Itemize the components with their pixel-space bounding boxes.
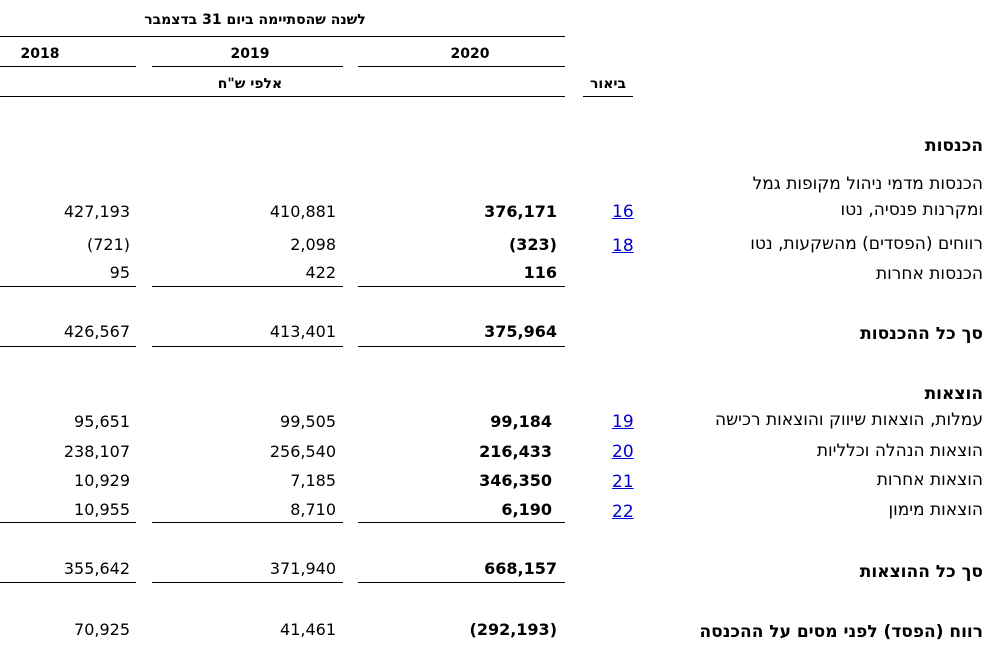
units-label: אלפי ש"ח xyxy=(217,76,283,92)
expenses-total-line-2020 xyxy=(358,582,565,583)
expense-row-4-label: הוצאות מימון xyxy=(888,500,983,520)
expense-row-3-label: הוצאות אחרות xyxy=(876,470,983,490)
expense-row-2-2018: 238,107 xyxy=(63,442,130,461)
income-total-line-2018 xyxy=(0,346,136,347)
note-column-header: ביאור xyxy=(589,76,627,92)
income-row-1-label-line2: ומקרנות פנסיה, נטו xyxy=(840,200,983,220)
income-section-title: הכנסות xyxy=(924,136,983,156)
income-row-1-note-link[interactable]: 16 xyxy=(612,202,634,222)
income-row-3-2018: 95 xyxy=(109,263,130,282)
income-row-1-label-line1: הכנסות מדמי ניהול מקופות גמל xyxy=(752,174,983,194)
expense-row-2-2019: 256,540 xyxy=(269,442,336,461)
expense-row-4-note-link[interactable]: 22 xyxy=(612,502,634,522)
pretax-2018: 70,925 xyxy=(74,620,130,639)
expense-row-3-2018: 10,929 xyxy=(74,471,130,490)
income-row-1-2019: 410,881 xyxy=(269,202,336,221)
expenses-subtotal-line-2018 xyxy=(0,522,136,523)
expense-row-4-2018: 10,955 xyxy=(74,500,130,519)
year-2019-header: 2019 xyxy=(230,46,270,62)
expenses-section-title: הוצאות xyxy=(924,384,983,404)
note-header-underline xyxy=(583,96,633,97)
expense-row-2-2020: 216,433 xyxy=(479,442,552,461)
income-row-3-2019: 422 xyxy=(305,263,336,282)
expense-row-1-note-link[interactable]: 19 xyxy=(612,412,634,432)
expenses-total-line-2018 xyxy=(0,582,136,583)
expense-row-4-2019: 8,710 xyxy=(290,500,336,519)
expense-row-4-2020: 6,190 xyxy=(501,500,552,519)
income-row-1-2020: 376,171 xyxy=(484,202,557,221)
pretax-label: רווח (הפסד) לפני מסים על ההכנסה xyxy=(699,622,983,642)
expense-row-3-note-link[interactable]: 21 xyxy=(612,472,634,492)
pretax-2019: 41,461 xyxy=(280,620,336,639)
income-total-2020: 375,964 xyxy=(484,322,557,341)
expense-row-3-2019: 7,185 xyxy=(290,471,336,490)
income-row-2-label: רווחים (הפסדים) מהשקעות, נטו xyxy=(750,234,983,254)
income-subtotal-line-2019 xyxy=(152,286,343,287)
expenses-subtotal-line-2020 xyxy=(358,522,565,523)
expense-row-1-2019: 99,505 xyxy=(280,412,336,431)
expenses-total-2020: 668,157 xyxy=(484,559,557,578)
expense-row-1-2020: 99,184 xyxy=(490,412,552,431)
expenses-total-2018: 355,642 xyxy=(63,559,130,578)
income-total-label: סך כל ההכנסות xyxy=(860,324,983,344)
period-title: לשנה שהסתיימה ביום 31 בדצמבר xyxy=(144,12,366,28)
income-total-line-2020 xyxy=(358,346,565,347)
expenses-total-2019: 371,940 xyxy=(269,559,336,578)
income-row-2-2020: (323) xyxy=(508,235,557,254)
income-total-line-2019 xyxy=(152,346,343,347)
income-row-2-2018: (721) xyxy=(86,235,130,254)
expense-row-2-note-link[interactable]: 20 xyxy=(612,442,634,462)
income-subtotal-line-2020 xyxy=(358,286,565,287)
expenses-total-line-2019 xyxy=(152,582,343,583)
income-total-2019: 413,401 xyxy=(269,322,336,341)
year-2020-underline xyxy=(358,66,565,67)
pretax-2020: (292,193) xyxy=(469,620,557,639)
period-title-underline xyxy=(0,36,565,37)
income-row-2-2019: 2,098 xyxy=(290,235,336,254)
income-total-2018: 426,567 xyxy=(63,322,130,341)
units-underline xyxy=(0,96,565,97)
income-row-3-label: הכנסות אחרות xyxy=(875,264,983,284)
year-2018-underline xyxy=(0,66,136,67)
year-2018-header: 2018 xyxy=(20,46,60,62)
income-row-1-2018: 427,193 xyxy=(63,202,130,221)
expense-row-3-2020: 346,350 xyxy=(479,471,552,490)
year-2019-underline xyxy=(152,66,343,67)
expense-row-2-label: הוצאות הנהלה וכלליות xyxy=(816,441,983,461)
expenses-subtotal-line-2019 xyxy=(152,522,343,523)
expenses-total-label: סך כל ההוצאות xyxy=(859,562,983,582)
year-2020-header: 2020 xyxy=(450,46,490,62)
expense-row-1-2018: 95,651 xyxy=(74,412,130,431)
income-subtotal-line-2018 xyxy=(0,286,136,287)
income-row-3-2020: 116 xyxy=(523,263,557,282)
income-row-2-note-link[interactable]: 18 xyxy=(612,236,634,256)
expense-row-1-label: עמלות, הוצאות שיווק והוצאות רכישה xyxy=(715,410,983,430)
